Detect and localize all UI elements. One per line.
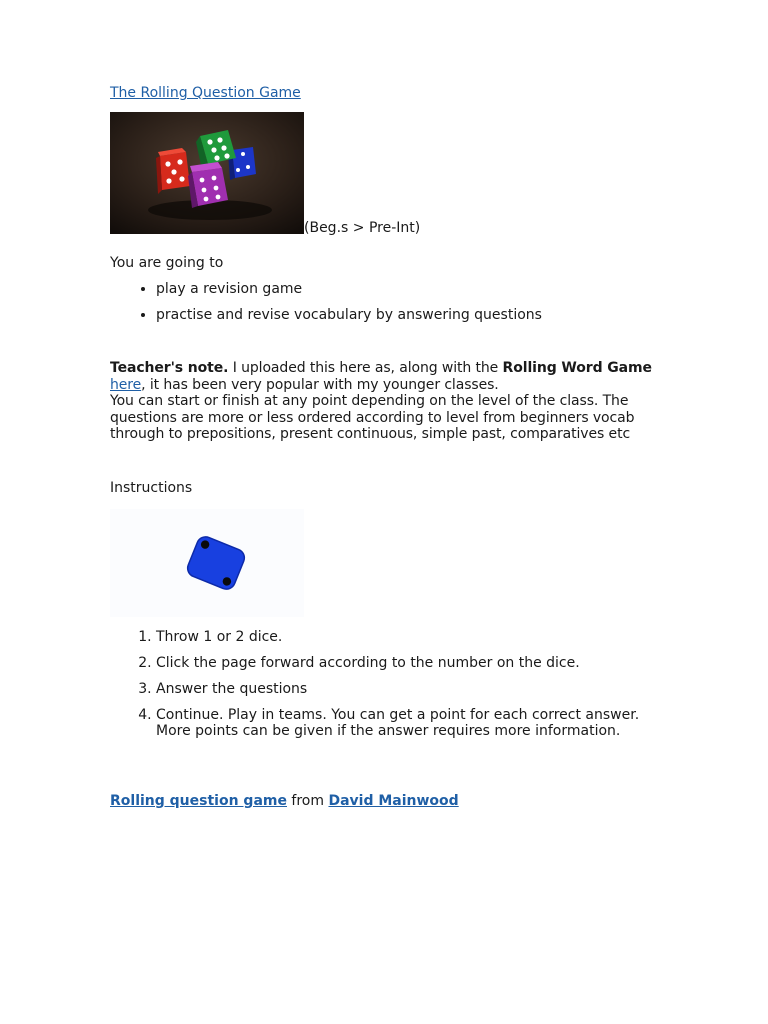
- title-link[interactable]: The Rolling Question Game: [110, 85, 301, 101]
- goals-list: [110, 280, 670, 324]
- list-item: 1. Throw 1 or 2 dice.: [156, 629, 670, 646]
- list-item: • practise and revise vocabulary by answering questions: [156, 306, 670, 324]
- credit-line: [110, 792, 670, 810]
- note-text: I uploaded this here as, along with the: [228, 360, 503, 376]
- purple-die-icon: [188, 162, 228, 208]
- note-game-name: Rolling Word Game: [502, 360, 652, 376]
- rolling-question-game-link[interactable]: Rolling question game: [110, 792, 287, 809]
- instructions-heading: Instructions: [110, 479, 193, 496]
- hero-row: [110, 112, 670, 234]
- list-item: 2. Click the page forward according to the number on the dice.: [156, 655, 670, 672]
- note-text-3: You can start or finish at any point depending on the level of the class. The questions are more or less ordered according to level from beginners vocab through to prepositions, present continuous, simple past, comparatives etc: [110, 393, 635, 443]
- intro-text: You are going to: [110, 255, 224, 271]
- list-item: • play a revision game: [156, 280, 670, 298]
- here-link[interactable]: here: [110, 376, 142, 393]
- author-link[interactable]: David Mainwood: [328, 792, 459, 809]
- list-item: 3. Answer the questions: [156, 681, 670, 698]
- level-text: (Beg.s > Pre-Int): [304, 220, 421, 236]
- document-page: [110, 84, 670, 810]
- dice-photo: [110, 112, 304, 234]
- note-label: Teacher's note.: [110, 360, 229, 376]
- steps-list: [110, 629, 670, 740]
- list-item: 4. Continue. Play in teams. You can get a point for each correct answer. More points can be given if the answer requires more information.: [156, 707, 670, 740]
- teachers-note: [110, 360, 670, 443]
- blue-die-graphic-icon: [110, 509, 304, 617]
- credit-from: from: [286, 792, 329, 809]
- note-text-2: , it has been very popular with my younger classes.: [141, 376, 499, 393]
